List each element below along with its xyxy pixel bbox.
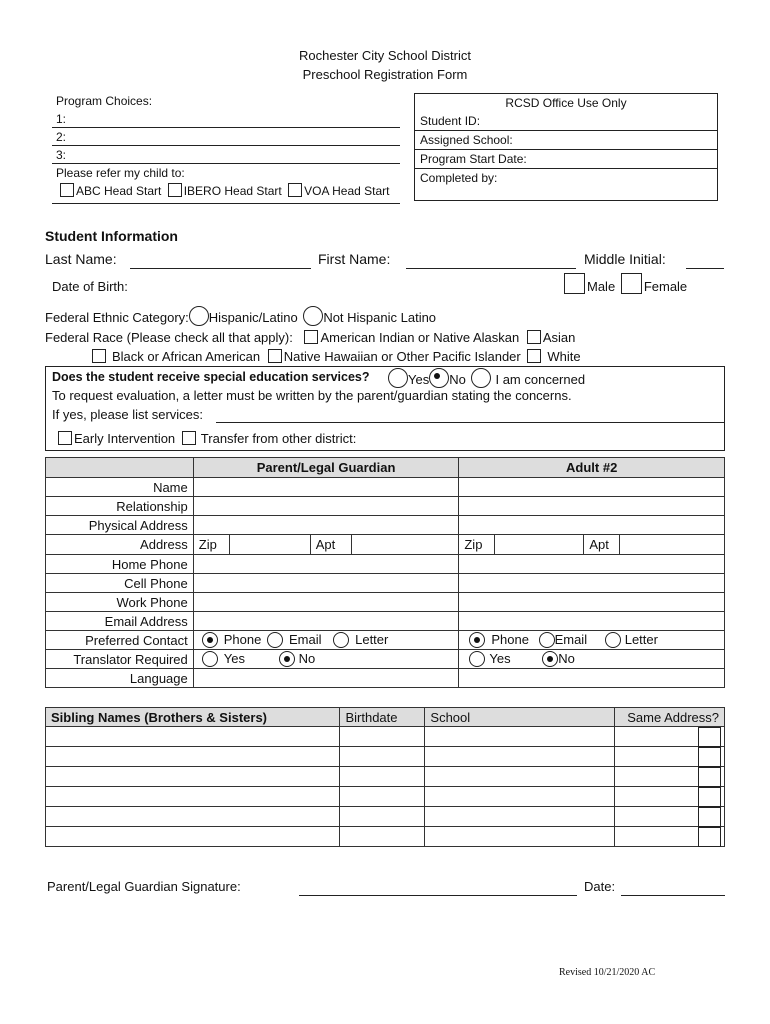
special-ed-concerned-radio[interactable] [471,368,491,388]
adult2-address-cell [459,535,725,555]
native-hawaiian-checkbox[interactable] [268,349,282,363]
table-row [46,574,725,593]
sibling-header-school: School [425,708,615,727]
parent-translator-yes-label: Yes [223,651,245,666]
guardian-header-adult2: Adult #2 [459,458,725,478]
sibling-school-input[interactable] [425,767,615,787]
american-indian-label: American Indian or Native Alaskan [320,330,520,345]
ethnic-row [45,306,436,326]
sibling-school-input[interactable] [425,827,615,847]
parent-contact-email-label: Email [288,632,322,647]
program-section-rule [52,203,400,204]
services-input[interactable] [216,422,724,423]
adult2-preferred-contact-cell [459,631,725,650]
adult2-zip-input[interactable] [495,535,584,554]
adult2-translator-yes-radio[interactable] [469,651,485,667]
guardian-header-parent: Parent/Legal Guardian [193,458,459,478]
services-label: If yes, please list services: [52,407,203,422]
same-address-cell [615,767,725,787]
row-label-language: Language [46,669,194,688]
voa-head-start-checkbox[interactable] [288,183,302,197]
black-checkbox[interactable] [92,349,106,363]
program-choice-2: 2: [56,130,67,144]
program-choice-3: 3: [56,148,67,162]
parent-zip-input[interactable] [230,535,311,554]
completed-by-field[interactable]: Completed by: [420,171,498,185]
sibling-header-birthdate: Birthdate [340,708,425,727]
parent-relationship-input[interactable] [193,497,459,516]
ibero-head-start-checkbox[interactable] [168,183,182,197]
sibling-birthdate-input[interactable] [340,827,425,847]
same-address-checkbox[interactable] [698,827,721,847]
sibling-header-same-address: Same Address? [615,708,725,727]
table-row [46,747,725,767]
table-row [46,516,725,535]
first-name-input[interactable] [406,268,576,269]
table-row [46,650,725,669]
sibling-birthdate-input[interactable] [340,807,425,827]
sibling-school-input[interactable] [425,747,615,767]
same-address-cell [615,727,725,747]
services-options [58,431,356,446]
adult2-translator-cell [459,650,725,669]
dob-label: Date of Birth: [52,279,128,294]
adult2-language-input[interactable] [459,669,725,688]
sibling-name-input[interactable] [46,787,340,807]
parent-language-input[interactable] [193,669,459,688]
sibling-name-input[interactable] [46,807,340,827]
program-choice-3-line[interactable] [52,163,400,164]
student-id-field[interactable]: Student ID: [415,112,717,131]
table-row [46,827,725,847]
last-name-label: Last Name: [45,251,117,267]
parent-address-cell [193,535,459,555]
guardian-table [45,457,725,688]
parent-preferred-contact-cell [193,631,459,650]
last-name-input[interactable] [130,268,311,269]
native-hawaiian-label: Native Hawaiian or Other Pacific Islander [283,349,521,364]
voa-head-start-label: VOA Head Start [304,184,390,198]
office-use-title: RCSD Office Use Only [505,96,627,110]
table-row [46,612,725,631]
form-title: Preschool Registration Form [302,67,468,82]
parent-apt-input[interactable] [352,535,459,554]
guardian-header-empty [46,458,194,478]
not-hispanic-radio[interactable] [303,306,323,326]
abc-head-start-label: ABC Head Start [76,184,162,198]
sibling-birthdate-input[interactable] [340,787,425,807]
female-checkbox[interactable] [621,273,642,294]
adult2-apt-label: Apt [584,535,620,554]
male-label: Male [587,279,616,294]
race-row-1 [45,330,575,345]
parent-apt-label: Apt [311,535,352,554]
special-ed-options [388,368,585,388]
adult2-zip-label: Zip [459,535,495,554]
revised-note: Revised 10/21/2020 AC [559,967,656,978]
guardian-table-header [46,458,725,478]
abc-head-start-checkbox[interactable] [60,183,74,197]
date-label: Date: [584,879,616,894]
same-address-cell [615,807,725,827]
row-label-relationship: Relationship [46,497,194,516]
date-input[interactable] [621,895,725,896]
adult2-physical-address-input[interactable] [459,516,725,535]
parent-cell-phone-input[interactable] [193,574,459,593]
adult2-contact-letter-label: Letter [624,632,658,647]
adult2-home-phone-input[interactable] [459,555,725,574]
head-start-options [60,183,390,198]
parent-work-phone-input[interactable] [193,593,459,612]
row-label-name: Name [46,478,194,497]
parent-translator-no-label: No [298,651,316,666]
parent-physical-address-input[interactable] [193,516,459,535]
program-choice-1: 1: [56,112,67,126]
same-address-cell [615,787,725,807]
sibling-name-input[interactable] [46,747,340,767]
row-label-home-phone: Home Phone [46,555,194,574]
program-choice-2-line[interactable] [52,145,400,146]
assigned-school-field[interactable]: Assigned School: [415,131,717,150]
same-address-checkbox[interactable] [698,747,721,767]
signature-label: Parent/Legal Guardian Signature: [47,879,241,894]
row-label-preferred-contact: Preferred Contact [46,631,194,650]
sibling-birthdate-input[interactable] [340,747,425,767]
student-info-title: Student Information [45,228,178,244]
office-use-box [414,93,718,201]
table-row [46,497,725,516]
row-label-email: Email Address [46,612,194,631]
sibling-birthdate-input[interactable] [340,727,425,747]
sibling-birthdate-input[interactable] [340,767,425,787]
adult2-relationship-input[interactable] [459,497,725,516]
adult2-apt-input[interactable] [620,535,724,554]
early-intervention-label: Early Intervention [74,431,176,446]
same-address-cell [615,747,725,767]
adult2-email-input[interactable] [459,612,725,631]
asian-checkbox[interactable] [527,330,541,344]
adult2-cell-phone-input[interactable] [459,574,725,593]
hispanic-label: Hispanic/Latino [208,310,298,325]
same-address-checkbox[interactable] [698,727,721,747]
adult2-translator-no-label: No [558,651,575,666]
table-row [46,669,725,688]
table-row [46,807,725,827]
table-row [46,535,725,555]
adult2-translator-no-radio[interactable] [542,651,558,667]
black-label: Black or African American [112,349,261,364]
middle-initial-input[interactable] [686,268,724,269]
parent-contact-phone-radio[interactable] [202,632,218,648]
male-checkbox[interactable] [564,273,585,294]
parent-home-phone-input[interactable] [193,555,459,574]
american-indian-checkbox[interactable] [304,330,318,344]
table-row [46,555,725,574]
parent-translator-cell [193,650,459,669]
parent-contact-email-radio[interactable] [267,632,283,648]
sibling-header-names: Sibling Names (Brothers & Sisters) [46,708,340,727]
refer-label: Please refer my child to: [56,166,185,180]
table-row [46,478,725,497]
race-label: Federal Race (Please check all that apply): [45,330,293,345]
sibling-name-input[interactable] [46,767,340,787]
white-checkbox[interactable] [527,349,541,363]
sibling-school-input[interactable] [425,787,615,807]
adult2-contact-email-radio[interactable] [539,632,555,648]
signature-input[interactable] [299,895,577,896]
sibling-name-input[interactable] [46,727,340,747]
same-address-checkbox[interactable] [698,787,721,807]
transfer-label: Transfer from other district: [200,431,357,446]
special-ed-box [45,366,725,451]
special-ed-no-radio[interactable] [429,368,449,388]
row-label-cell-phone: Cell Phone [46,574,194,593]
parent-translator-no-radio[interactable] [279,651,295,667]
parent-contact-phone-label: Phone [223,632,262,647]
special-ed-yes-label: Yes [408,372,430,387]
white-label: White [547,349,581,364]
adult2-contact-phone-label: Phone [491,632,529,647]
district-name: Rochester City School District [299,48,471,63]
parent-email-input[interactable] [193,612,459,631]
gender-options [564,273,687,294]
parent-contact-letter-label: Letter [355,632,389,647]
ibero-head-start-label: IBERO Head Start [183,184,282,198]
asian-label: Asian [542,330,576,345]
sibling-table [45,707,725,847]
hispanic-radio[interactable] [189,306,209,326]
early-intervention-checkbox[interactable] [58,431,72,445]
special-ed-concerned-label: I am concerned [495,372,586,387]
table-row [46,767,725,787]
row-label-translator: Translator Required [46,650,194,669]
adult2-contact-email-label: Email [554,632,588,647]
sibling-table-header [46,708,725,727]
sibling-school-input[interactable] [425,807,615,827]
special-ed-no-label: No [449,372,466,387]
sibling-name-input[interactable] [46,827,340,847]
female-label: Female [643,279,688,294]
transfer-checkbox[interactable] [182,431,196,445]
adult2-translator-yes-label: Yes [489,651,511,666]
first-name-label: First Name: [318,251,391,267]
table-row [46,631,725,650]
program-start-date-field[interactable]: Program Start Date: [415,150,717,169]
adult2-name-input[interactable] [459,478,725,497]
table-row [46,787,725,807]
race-row-2 [92,349,581,364]
row-label-work-phone: Work Phone [46,593,194,612]
request-eval-text: To request evaluation, a letter must be written by the parent/guardian stating the concerns. [52,388,572,403]
parent-name-input[interactable] [193,478,459,497]
sibling-school-input[interactable] [425,727,615,747]
program-choices-label: Program Choices: [56,94,153,108]
parent-translator-yes-radio[interactable] [202,651,218,667]
table-row [46,727,725,747]
special-ed-question: Does the student receive special education services? [52,370,370,384]
program-choice-1-line[interactable] [52,127,400,128]
special-ed-yes-radio[interactable] [388,368,408,388]
same-address-checkbox[interactable] [698,807,721,827]
parent-zip-label: Zip [194,535,230,554]
table-row [46,593,725,612]
adult2-contact-phone-radio[interactable] [469,632,485,648]
same-address-cell [615,827,725,847]
parent-contact-letter-radio[interactable] [333,632,349,648]
adult2-contact-letter-radio[interactable] [605,632,621,648]
row-label-address: Address [46,535,194,555]
middle-initial-label: Middle Initial: [584,251,666,267]
ethnic-label: Federal Ethnic Category: [45,310,189,325]
not-hispanic-label: Not Hispanic Latino [323,310,437,325]
row-label-physical-address: Physical Address [46,516,194,535]
adult2-work-phone-input[interactable] [459,593,725,612]
same-address-checkbox[interactable] [698,767,721,787]
